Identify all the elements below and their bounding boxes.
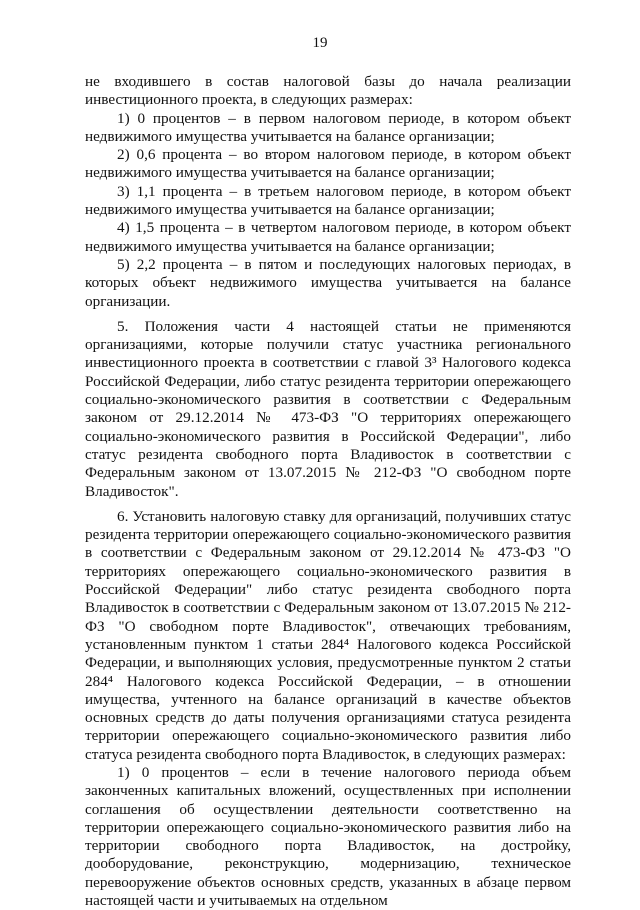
list-item-rate-3: 3) 1,1 процента – в третьем налоговом периоде, в котором объект недвижимого имущества учитывается на балансе организации; (85, 182, 571, 219)
list-item-rate-5: 5) 2,2 процента – в пятом и последующих налоговых периодах, в которых объект недвижимого имущества учитывается на балансе организации. (85, 255, 571, 310)
page-number: 19 (312, 35, 328, 51)
list-item-rate-4: 4) 1,5 процента – в четвертом налоговом периоде, в котором объект недвижимого имущества учитывается на балансе организации; (85, 219, 571, 255)
paragraph-part-6: 6. Установить налоговую ставку для организаций, получивших статус резидента территории опережающего социально-экономического развития в соответствии с Федеральным законом от 29.12.2014 № 473-ФЗ "О территориях опережающего социально-экономического развития в Российской Федерации" либо статус резидента свободного порта Владивосток в соответствии с Федеральным законом от 13.07.2015 № 212-ФЗ "О свободном порте Владивосток", отвечающих требованиям, установленным пунктом 1 статьи 284⁴ Налогового кодекса Российской Федерации, и выполняющих условия, предусмотренные пунктом 2 статьи 284⁴ Налогового кодекса Российской Федерации, – в отношении имущества, учтенного на балансе организаций в качестве объектов основных средств до даты получения организациями статуса резидента территории опережающего социально-экономического развития либо статуса резидента свободного порта Владивосток, в следующих размерах: (85, 507, 571, 763)
paragraph-part-5: 5. Положения части 4 настоящей статьи не применяются организациями, которые получили статус участника регионального инвестиционного проекта в соответствии с главой 3³ Налогового кодекса Российской Федерации, либо статус резидента территории опережающего социально-экономического развития в соответствии с Федеральным законом от 29.12.2014 № 473-ФЗ "О территориях опережающего социально-экономического развития в Российской Федерации", либо статус резидента свободного порта Владивосток в соответствии с Федеральным законом от 13.07.2015 № 212-ФЗ "О свободном порте Владивосток". (85, 317, 571, 500)
list-item-rate-2: 2) 0,6 процента – во втором налоговом периоде, в котором объект недвижимого имущества учитывается на балансе организации; (85, 146, 571, 182)
paragraph-continuation: не входившего в состав налоговой базы до начала реализации инвестиционного проекта, в следующих размерах: (85, 73, 571, 109)
document-body (85, 73, 571, 910)
list-item-part-6-1: 1) 0 процентов – если в течение налогового периода объем законченных капитальных вложений, осуществленных при исполнении соглашения об осуществлении деятельности соответственно на территории опережающего социально-экономического развития либо на территории свободного порта Владивосток, на достройку, дооборудование, реконструкцию, модернизацию, техническое перевооружение объектов основных средств, указанных в абзаце первом настоящей части и учитываемых на отдельном (85, 763, 571, 910)
list-item-rate-1: 1) 0 процентов – в первом налоговом периоде, в котором объект недвижимого имущества учитывается на балансе организации; (85, 109, 571, 145)
